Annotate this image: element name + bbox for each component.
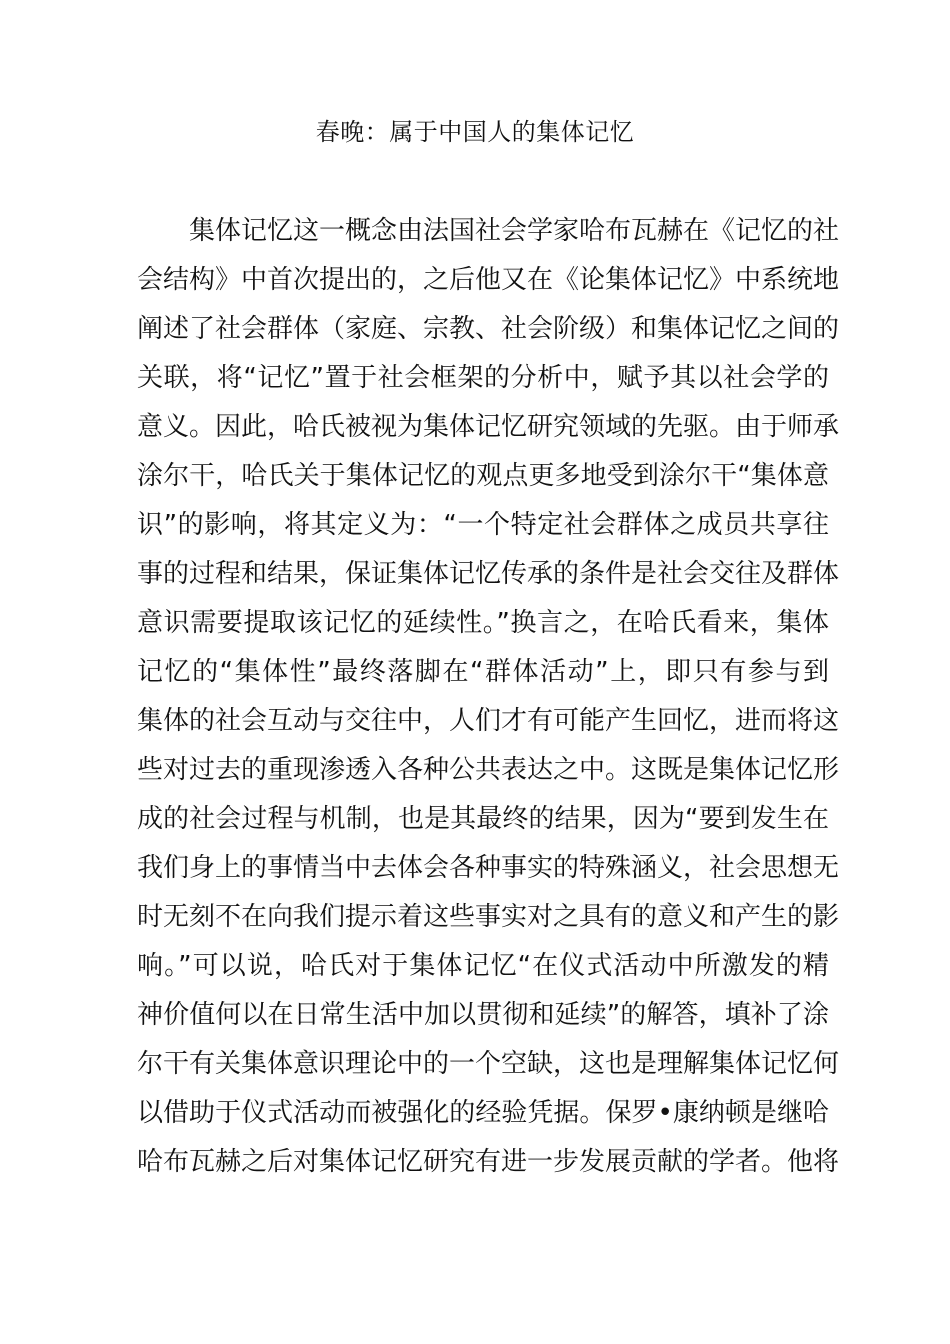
text-line: 事的过程和结果，保证集体记忆传承的条件是社会交往及群体 — [137, 559, 840, 589]
text-line: 响。”可以说，哈氏对于集体记忆“在仪式活动中所激发的精 — [137, 951, 829, 981]
text-line: 我们身上的事情当中去体会各种事实的特殊涵义，社会思想无 — [137, 853, 840, 883]
text-line: 些对过去的重现渗透入各种公共表达之中。这既是集体记忆形 — [137, 755, 840, 785]
text-line: 时无刻不在向我们提示着这些事实对之具有的意义和产生的影 — [137, 902, 840, 932]
text-line: 集体的社会互动与交往中，人们才有可能产生回忆，进而将这 — [137, 706, 840, 736]
text-line: 尔干有关集体意识理论中的一个空缺，这也是理解集体记忆何 — [137, 1049, 840, 1079]
text-line: 识”的影响，将其定义为：“一个特定社会群体之成员共享往 — [137, 510, 829, 540]
text-line: 以借助于仪式活动而被强化的经验凭据。保罗•康纳顿是继哈 — [137, 1098, 829, 1128]
text-line: 成的社会过程与机制，也是其最终的结果，因为“要到发生在 — [137, 804, 829, 834]
text-line: 意义。因此，哈氏被视为集体记忆研究领域的先驱。由于师承 — [137, 412, 840, 442]
page-title: 春晚：属于中国人的集体记忆 — [315, 118, 635, 146]
text-line: 涂尔干，哈氏关于集体记忆的观点更多地受到涂尔干“集体意 — [137, 461, 829, 491]
text-line: 哈布瓦赫之后对集体记忆研究有进一步发展贡献的学者。他将 — [137, 1147, 840, 1177]
text-line: 关联，将“记忆”置于社会框架的分析中，赋予其以社会学的 — [137, 363, 829, 393]
text-line: 会结构》中首次提出的，之后他又在《论集体记忆》中系统地 — [137, 265, 840, 295]
text-line: 集体记忆这一概念由法国社会学家哈布瓦赫在《记忆的社 — [189, 216, 840, 246]
body-paragraph — [137, 207, 840, 1187]
text-line: 阐述了社会群体（家庭、宗教、社会阶级）和集体记忆之间的 — [137, 314, 840, 344]
text-line: 记忆的“集体性”最终落脚在“群体活动”上，即只有参与到 — [137, 657, 829, 687]
text-line: 意识需要提取该记忆的延续性。”换言之，在哈氏看来，集体 — [137, 608, 829, 638]
text-line: 神价值何以在日常生活中加以贯彻和延续”的解答，填补了涂 — [137, 1000, 829, 1030]
